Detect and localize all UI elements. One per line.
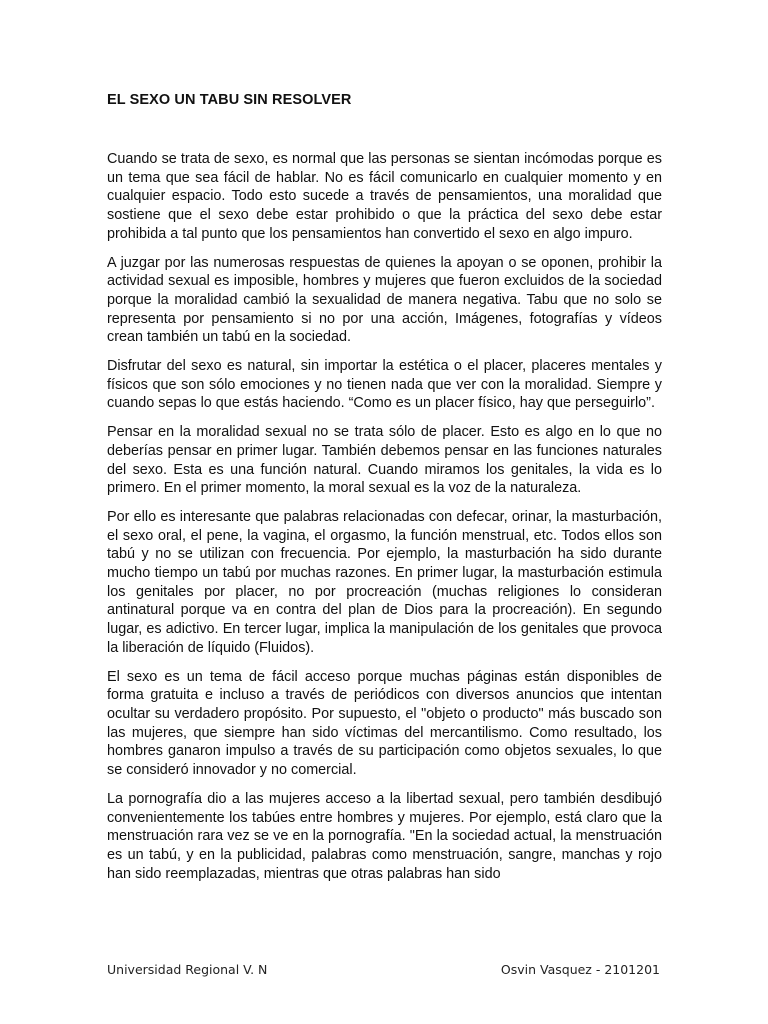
footer-institution: Universidad Regional V. N	[107, 962, 268, 977]
paragraph-5: Por ello es interesante que palabras relacionadas con defecar, orinar, la masturbación, el sexo oral, el pene, la vagina, el orgasmo, la función menstrual, etc. Todos ellos son tabú y no se utilizan con frecuencia. Por ejemplo, la masturbación ha sido durante mucho tiempo un tabú por muchas razones. En primer lugar, la masturbación estimula los genitales por placer, no por procreación (muchas religiones lo consideran antinatural porque va en contra del plan de Dios para la procreación). En segundo lugar, es adictivo. En tercer lugar, implica la manipulación de los genitales que provoca la liberación de líquido (Fluidos).	[107, 508, 662, 656]
document-title: EL SEXO UN TABU SIN RESOLVER	[107, 92, 352, 108]
paragraph-4: Pensar en la moralidad sexual no se trata sólo de placer. Esto es algo en lo que no deberías pensar en primer lugar. También debemos pensar en las funciones naturales del sexo. Esta es una función natural. Cuando miramos los genitales, la vida es lo primero. En el primer momento, la moral sexual es la voz de la naturaleza.	[107, 424, 662, 497]
paragraph-7: La pornografía dio a las mujeres acceso a la libertad sexual, pero también desdibujó convenientemente los tabúes entre hombres y mujeres. Por ejemplo, está claro que la menstruación rara vez se ve en la pornografía. "En la sociedad actual, la menstruación es un tabú, y en la publicidad, palabras como menstruación, sangre, manchas y rojo han sido reemplazadas, mientras que otras palabras han sido	[107, 790, 662, 882]
paragraph-3: Disfrutar del sexo es natural, sin importar la estética o el placer, placeres mentales y físicos que son sólo emociones y no tienen nada que ver con la moralidad. Siempre y cuando sepas lo que estás haciendo. “Como es un placer físico, hay que perseguirlo”.	[107, 358, 662, 412]
paragraph-2: A juzgar por las numerosas respuestas de quienes la apoyan o se oponen, prohibir la actividad sexual es imposible, hombres y mujeres que fueron excluidos de la sociedad porque la moralidad cambió la sexualidad de manera negativa. Tabu que no solo se representa por pensamiento si no por una acción, Imágenes, fotografías y vídeos crean también un tabú en la sociedad.	[107, 254, 662, 346]
footer-author: Osvin Vasquez - 2101201	[500, 962, 660, 977]
document-body	[107, 150, 662, 893]
paragraph-6: El sexo es un tema de fácil acceso porque muchas páginas están disponibles de forma gratuita e incluso a través de periódicos con diversos anuncios que intentan ocultar su verdadero propósito. Por supuesto, el "objeto o producto" más buscado son las mujeres, que siempre han sido víctimas del mercantilismo. Como resultado, los hombres ganaron impulso a través de su participación como objetos sexuales, lo que se consideró innovador y no comercial.	[107, 668, 662, 779]
paragraph-1: Cuando se trata de sexo, es normal que las personas se sientan incómodas porque es un tema que sea fácil de hablar. No es fácil comunicarlo en cualquier momento y en cualquier espacio. Todo esto sucede a través de pensamientos, una moralidad que sostiene que el sexo debe estar prohibido o que la práctica del sexo debe estar prohibida a tal punto que los pensamientos han convertido el sexo en algo impuro.	[107, 151, 662, 242]
